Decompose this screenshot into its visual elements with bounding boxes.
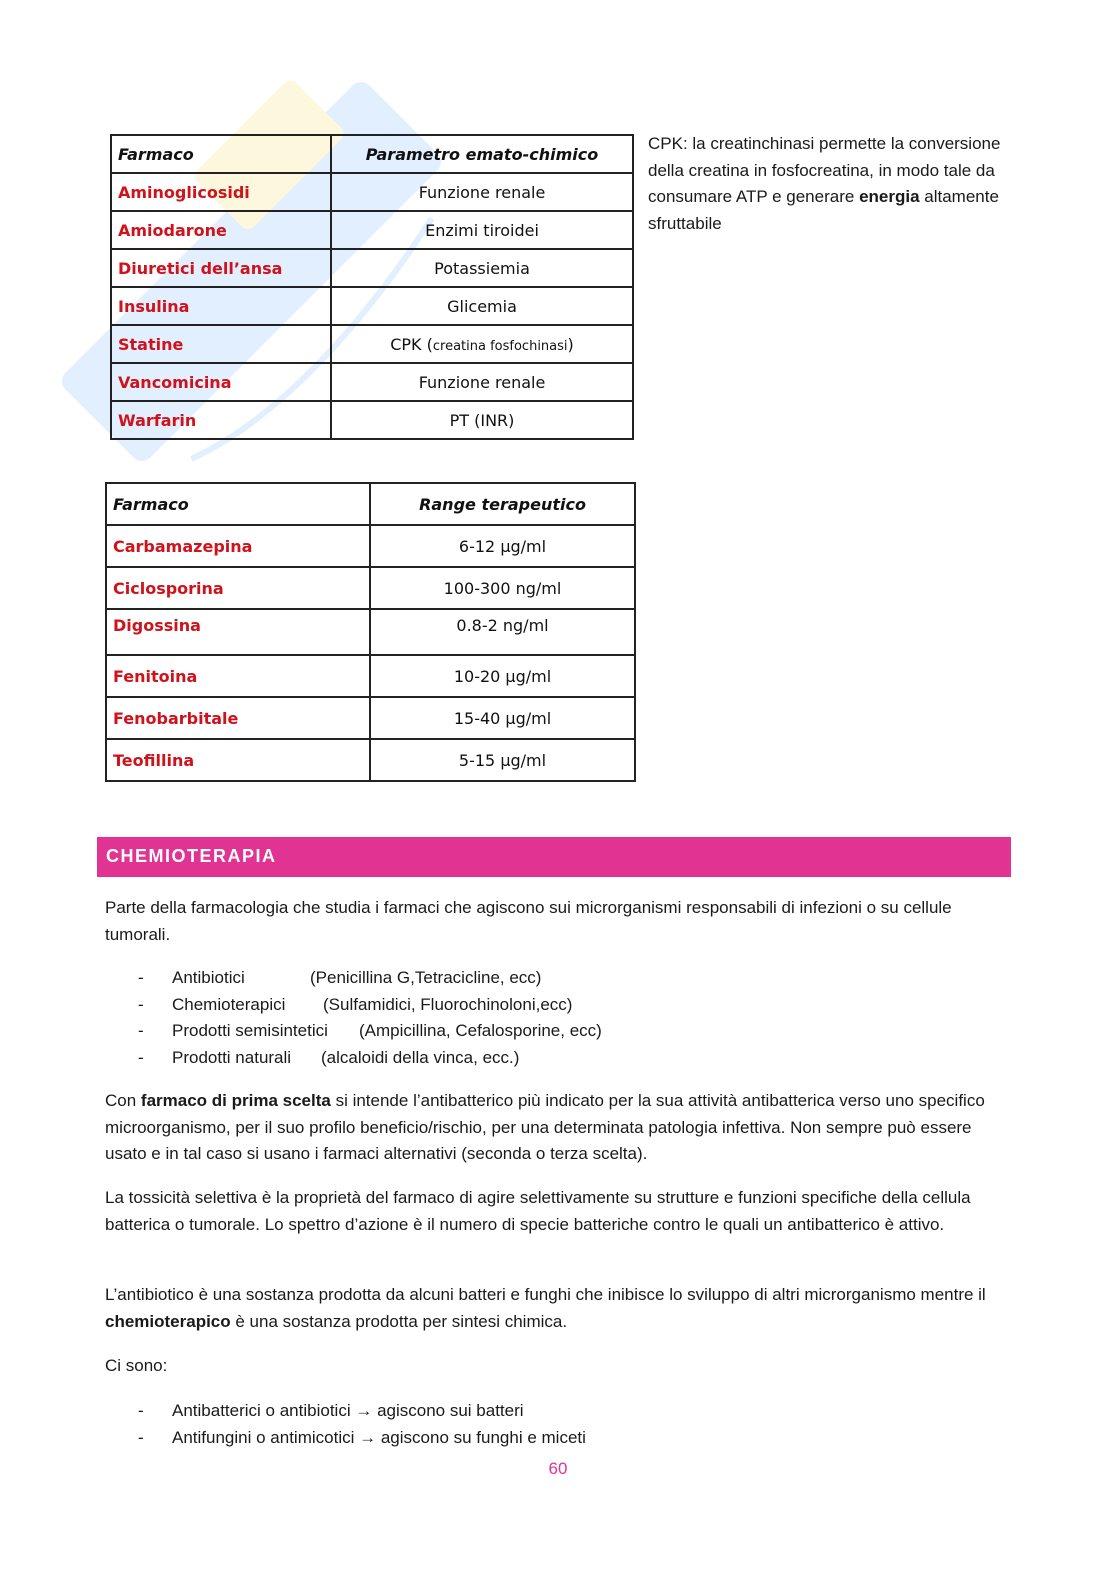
- category-examples: (Sulfamidici, Fluorochinoloni,ecc): [323, 994, 573, 1014]
- table-row: [111, 401, 633, 439]
- para-text: Con: [105, 1091, 141, 1110]
- drug-parameter: Funzione renale: [331, 173, 633, 211]
- drug-name: Warfarin: [111, 401, 331, 439]
- intro-paragraph: Parte della farmacologia che studia i farmaci che agiscono sui microrganismi responsabili di infezioni o su cellule tumorali.: [105, 898, 952, 944]
- table-row: [106, 609, 635, 655]
- type-name: Antibatterici o antibiotici: [172, 1401, 351, 1420]
- categories-list: [138, 965, 998, 1071]
- category-name: Prodotti naturali: [172, 1047, 292, 1067]
- types-list: [138, 1398, 998, 1451]
- arrow-icon: →: [359, 1427, 377, 1447]
- arrow-icon: →: [355, 1401, 373, 1420]
- drug-parameter: [331, 325, 633, 363]
- prima-scelta-paragraph: [105, 1088, 1005, 1168]
- table-header-row: [106, 483, 635, 525]
- table-header-row: [111, 135, 633, 173]
- table-row: [106, 739, 635, 781]
- para-text: si intende l’antibatterico più indicato per la sua attività antibatterica verso uno specifico microorganismo, per il suo profilo beneficio/rischio, per una determinata patologia infettiva. Non sempre può essere usato e in tal caso si usano i farmaci alternativi (seconda o terza scelta).: [105, 1091, 985, 1163]
- table-row: [111, 325, 633, 363]
- header-farmaco: Farmaco: [111, 135, 331, 173]
- drug-name: Vancomicina: [111, 363, 331, 401]
- drug-name: Fenobarbitale: [106, 697, 370, 739]
- drug-name: Carbamazepina: [106, 525, 370, 567]
- tossicita-paragraph: La tossicità selettiva è la proprietà del farmaco di agire selettivamente su strutture e funzioni specifiche della cellula batterica o tumorale. Lo spettro d’azione è il numero di specie batteriche contro le quali un antibatterico è attivo.: [105, 1188, 971, 1234]
- table-row: [111, 173, 633, 211]
- category-examples: (Ampicillina, Cefalosporine, ecc): [359, 1021, 602, 1040]
- table-row: [106, 697, 635, 739]
- category-examples: (Penicillina G,Tetracicline, ecc): [310, 968, 542, 987]
- list-item: [138, 1425, 998, 1452]
- type-name: Antifungini o antimicotici: [172, 1427, 355, 1447]
- cpk-full-name: creatina fosfochinasi: [432, 338, 568, 354]
- antibiotico-paragraph: [105, 1282, 1005, 1335]
- drug-parameter: Potassiemia: [331, 249, 633, 287]
- drug-parameter: Glicemia: [331, 287, 633, 325]
- list-item: [138, 1045, 998, 1072]
- drug-range: 6-12 µg/ml: [370, 525, 635, 567]
- list-item: [138, 1018, 998, 1045]
- category-name: Chemioterapici: [172, 994, 286, 1014]
- header-range: Range terapeutico: [370, 483, 635, 525]
- therapeutic-range-table: [105, 482, 636, 782]
- drug-name: Insulina: [111, 287, 331, 325]
- ci-sono-label: Ci sono:: [105, 1356, 168, 1375]
- drug-parameter: Enzimi tiroidei: [331, 211, 633, 249]
- cpk-note-text: CPK: la creatinchinasi permette la conversione della creatina in fosfocreatina, in modo tale da consumare ATP e generare: [648, 134, 1001, 206]
- drug-name: Statine: [111, 325, 331, 363]
- cpk-note-bold: energia: [859, 187, 920, 206]
- section-heading-bar: [97, 837, 1011, 877]
- table-row: [106, 567, 635, 609]
- cpk-label: CPK (: [390, 334, 433, 354]
- section-title: CHEMIOTERAPIA: [106, 846, 277, 866]
- drug-range: 5-15 µg/ml: [370, 739, 635, 781]
- drug-parameter: PT (INR): [331, 401, 633, 439]
- drug-range: 0.8-2 ng/ml: [370, 609, 635, 655]
- table-row: [106, 655, 635, 697]
- drug-name: Digossina: [106, 609, 370, 655]
- cpk-close: ): [567, 334, 574, 354]
- monitoring-table: [110, 134, 634, 440]
- drug-range: 15-40 µg/ml: [370, 697, 635, 739]
- header-farmaco: Farmaco: [106, 483, 370, 525]
- table-row: [111, 249, 633, 287]
- type-desc: agiscono su funghi e miceti: [380, 1427, 586, 1447]
- drug-range: 10-20 µg/ml: [370, 655, 635, 697]
- para-bold: chemioterapico: [105, 1311, 231, 1331]
- para-text: è una sostanza prodotta per sintesi chimica.: [230, 1311, 568, 1331]
- header-parametro: Parametro emato-chimico: [331, 135, 633, 173]
- drug-name: Amiodarone: [111, 211, 331, 249]
- drug-name: Fenitoina: [106, 655, 370, 697]
- cpk-note-tail: altamente sfruttabile: [648, 187, 999, 233]
- table-row: [106, 525, 635, 567]
- drug-parameter: Funzione renale: [331, 363, 633, 401]
- drug-name: Aminoglicosidi: [111, 173, 331, 211]
- category-name: Antibiotici: [172, 968, 245, 987]
- cpk-note: [648, 131, 1018, 237]
- drug-range: 100-300 ng/ml: [370, 567, 635, 609]
- table-row: [111, 211, 633, 249]
- drug-name: Diuretici dell’ansa: [111, 249, 331, 287]
- para-bold: farmaco di prima scelta: [140, 1091, 331, 1110]
- table-row: [111, 363, 633, 401]
- list-item: [138, 992, 998, 1019]
- type-desc: agiscono sui batteri: [377, 1401, 524, 1420]
- table-row: [111, 287, 633, 325]
- page-number: 60: [548, 1459, 568, 1478]
- drug-name: Teofillina: [106, 739, 370, 781]
- drug-name: Ciclosporina: [106, 567, 370, 609]
- category-name: Prodotti semisintetici: [172, 1021, 328, 1040]
- category-examples: (alcaloidi della vinca, ecc.): [321, 1047, 520, 1067]
- para-text: L’antibiotico è una sostanza prodotta da alcuni batteri e funghi che inibisce lo sviluppo di altri microrganismo mentre il: [105, 1285, 986, 1304]
- list-item: [138, 965, 998, 992]
- list-item: [138, 1398, 998, 1425]
